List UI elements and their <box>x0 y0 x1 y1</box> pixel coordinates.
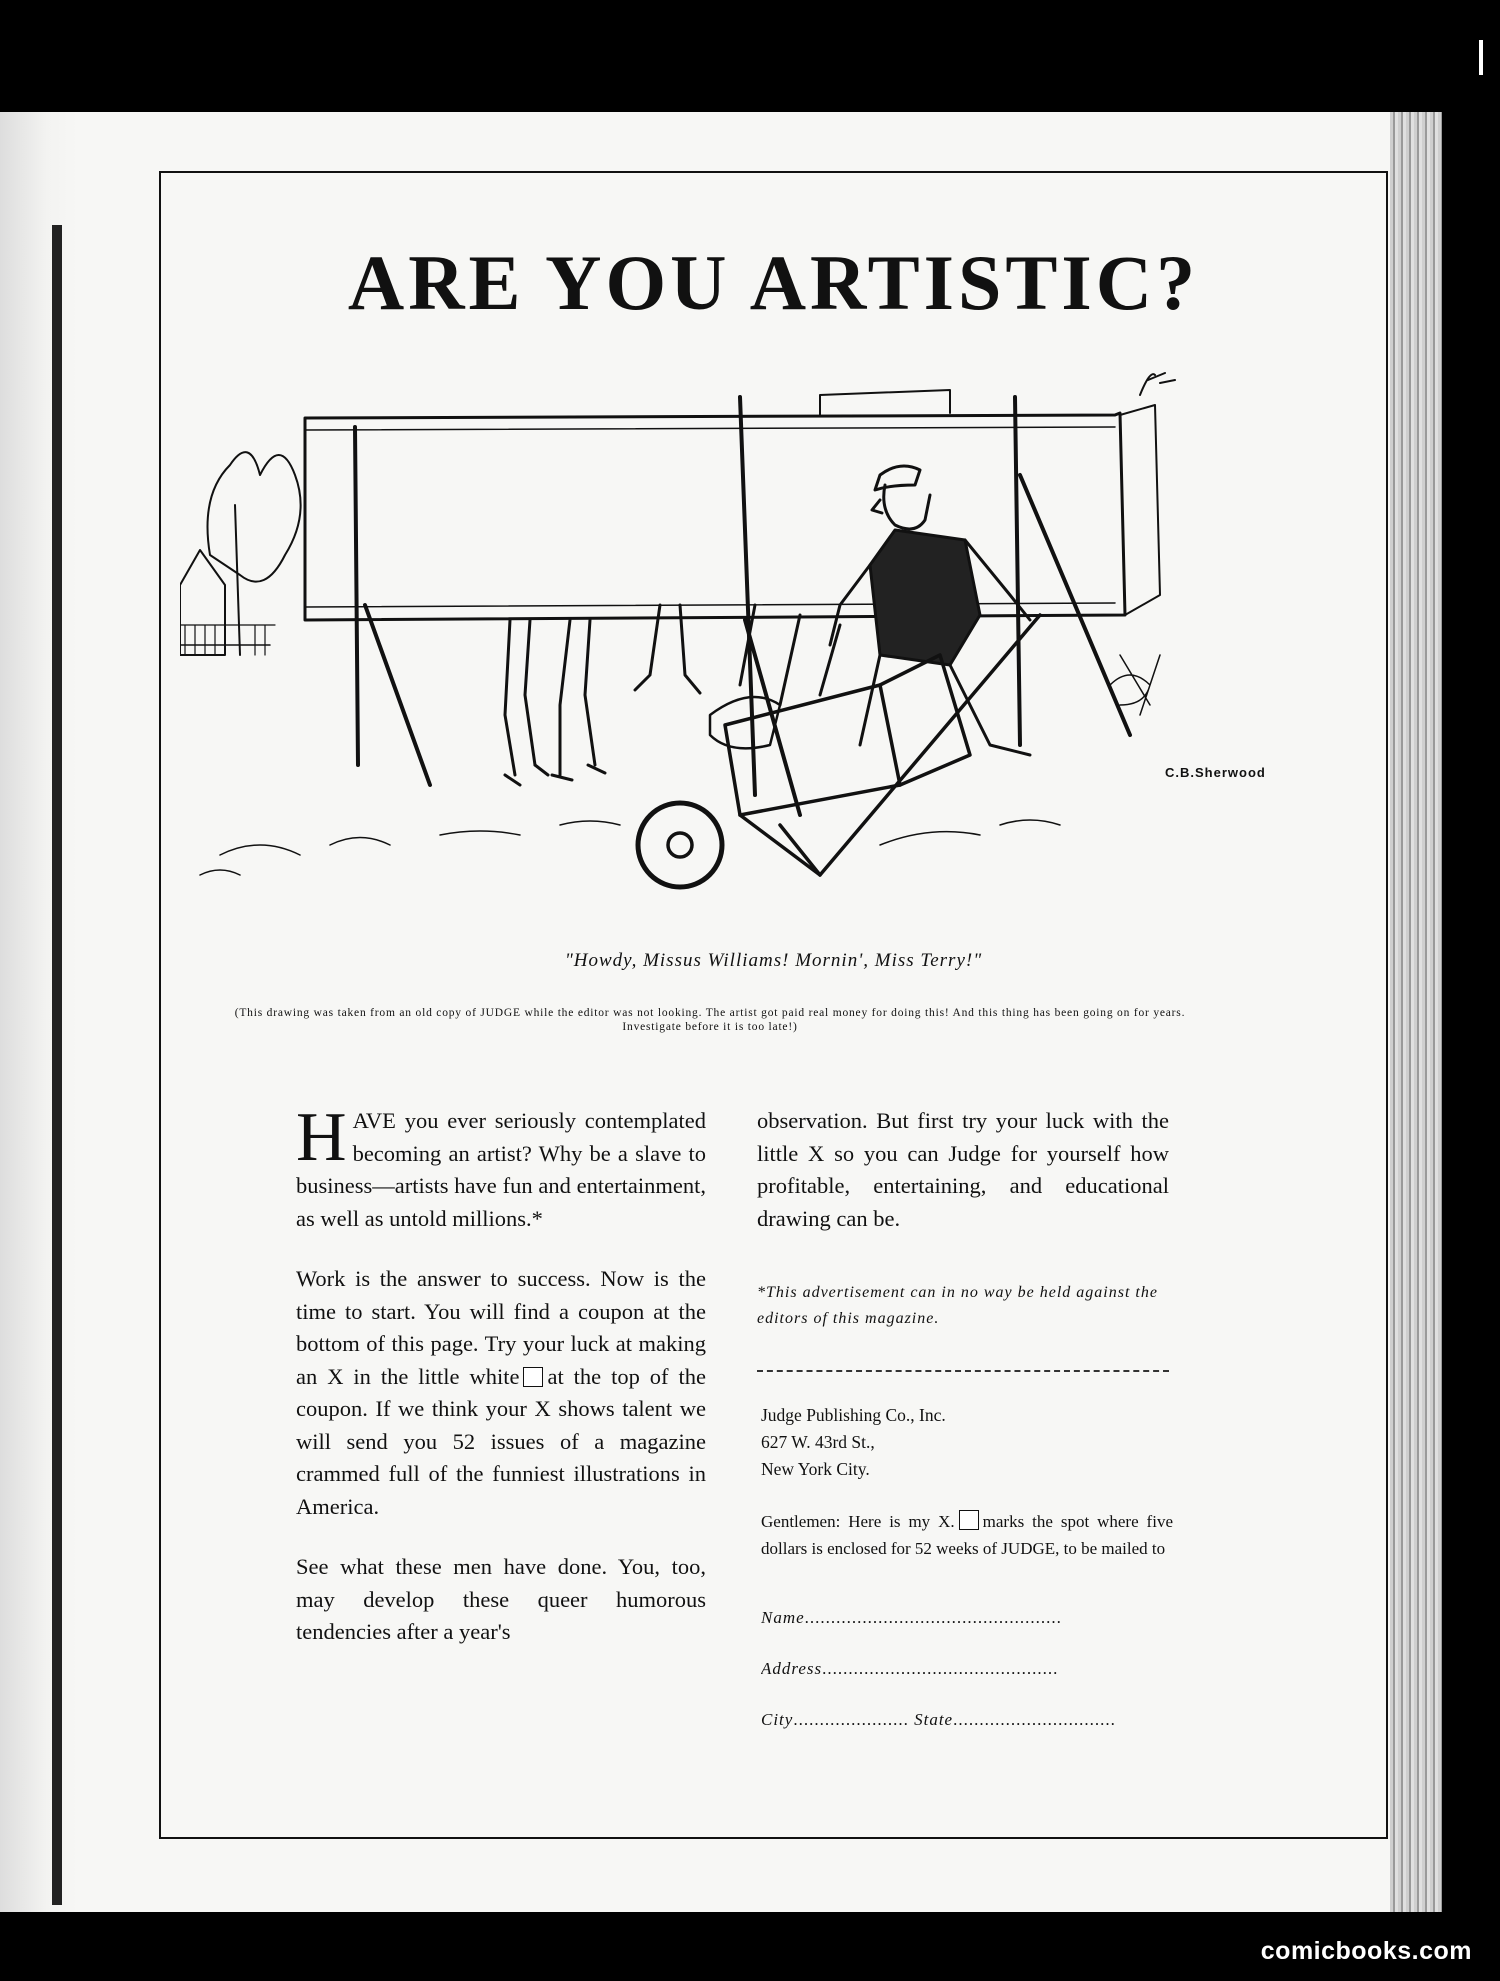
checkbox-square-icon <box>523 1367 543 1387</box>
workman-figure <box>830 466 1030 755</box>
walking-legs <box>505 605 700 785</box>
paragraph-1 <box>296 1099 706 1235</box>
address-field[interactable]: Address............................................. <box>761 1659 1059 1678</box>
page-edge-stack <box>1390 112 1442 1912</box>
coupon-text-a: Gentlemen: Here is my X. <box>761 1512 955 1531</box>
ground-lines <box>200 655 1160 875</box>
drop-cap: H <box>296 1099 347 1176</box>
name-label: Name <box>761 1608 805 1627</box>
coupon-checkbox[interactable] <box>959 1510 979 1530</box>
book-binding-edge <box>52 225 62 1905</box>
cartoon-illustration <box>180 355 1280 915</box>
footnote: *This advertisement can in no way be held against the editors of this magazine. <box>757 1284 1158 1327</box>
cartoon-caption: "Howdy, Missus Williams! Mornin', Miss Terry!" <box>564 950 983 971</box>
paragraph-4: observation. But first try your luck with the little X so you can Judge for yourself how profitable, entertaining, and educational drawing can be. <box>757 1108 1169 1231</box>
paragraph-2 <box>296 1263 706 1523</box>
paragraph-2-text-b: at the top of the coupon. If we think your X shows talent we will send you 52 issues of a magazine crammed full of the funniest illustrations in America. <box>296 1363 706 1519</box>
paragraph-1-text: AVE you ever seriously contemplated becoming an artist? Why be a slave to business—artists have fun and entertainment, as well as untold millions.* <box>296 1108 706 1231</box>
city-state-field[interactable]: City...................... State............................... <box>761 1710 1116 1729</box>
company-name: Judge Publishing Co., Inc. <box>761 1405 946 1425</box>
scan-corner-mark <box>1479 40 1483 75</box>
paragraph-3: See what these men have done. You, too, may develop these queer humorous tendencies after a year's <box>296 1554 706 1644</box>
watermark: comicbooks.com <box>1260 1937 1472 1965</box>
name-field[interactable]: Name................................................. <box>761 1608 1062 1627</box>
address-label: Address <box>761 1659 823 1678</box>
left-column <box>296 1099 706 1677</box>
ad-headline: ARE YOU ARTISTIC? <box>347 239 1200 326</box>
street-address: 627 W. 43rd St., <box>761 1432 875 1452</box>
editor-note: (This drawing was taken from an old copy of JUDGE while the editor was not looking. The artist got paid real money for doing this! And this thing has been going on for years. Investigate before it is too late!) <box>234 1007 1186 1033</box>
background-tree-house <box>180 452 301 655</box>
coupon-cut-line <box>757 1370 1169 1372</box>
city-label: City <box>761 1710 794 1729</box>
page-gutter-shadow <box>0 112 78 1912</box>
artist-signature: C.B.Sherwood <box>1165 765 1266 780</box>
right-column <box>757 1105 1169 1235</box>
paragraph-2-text-a: Work is the answer to success. Now is the time to start. You will find a coupon at the bottom of this page. Try your luck at making an X in the little white <box>296 1266 706 1389</box>
state-label: State <box>914 1710 954 1729</box>
coupon-text <box>761 1508 1173 1562</box>
coupon-text-b: marks the spot where five dollars is enclosed for 52 weeks of JUDGE, to be mailed to <box>761 1512 1173 1558</box>
city-address: New York City. <box>761 1459 870 1479</box>
publisher-address <box>761 1402 1173 1483</box>
wheelbarrow <box>638 605 1040 887</box>
